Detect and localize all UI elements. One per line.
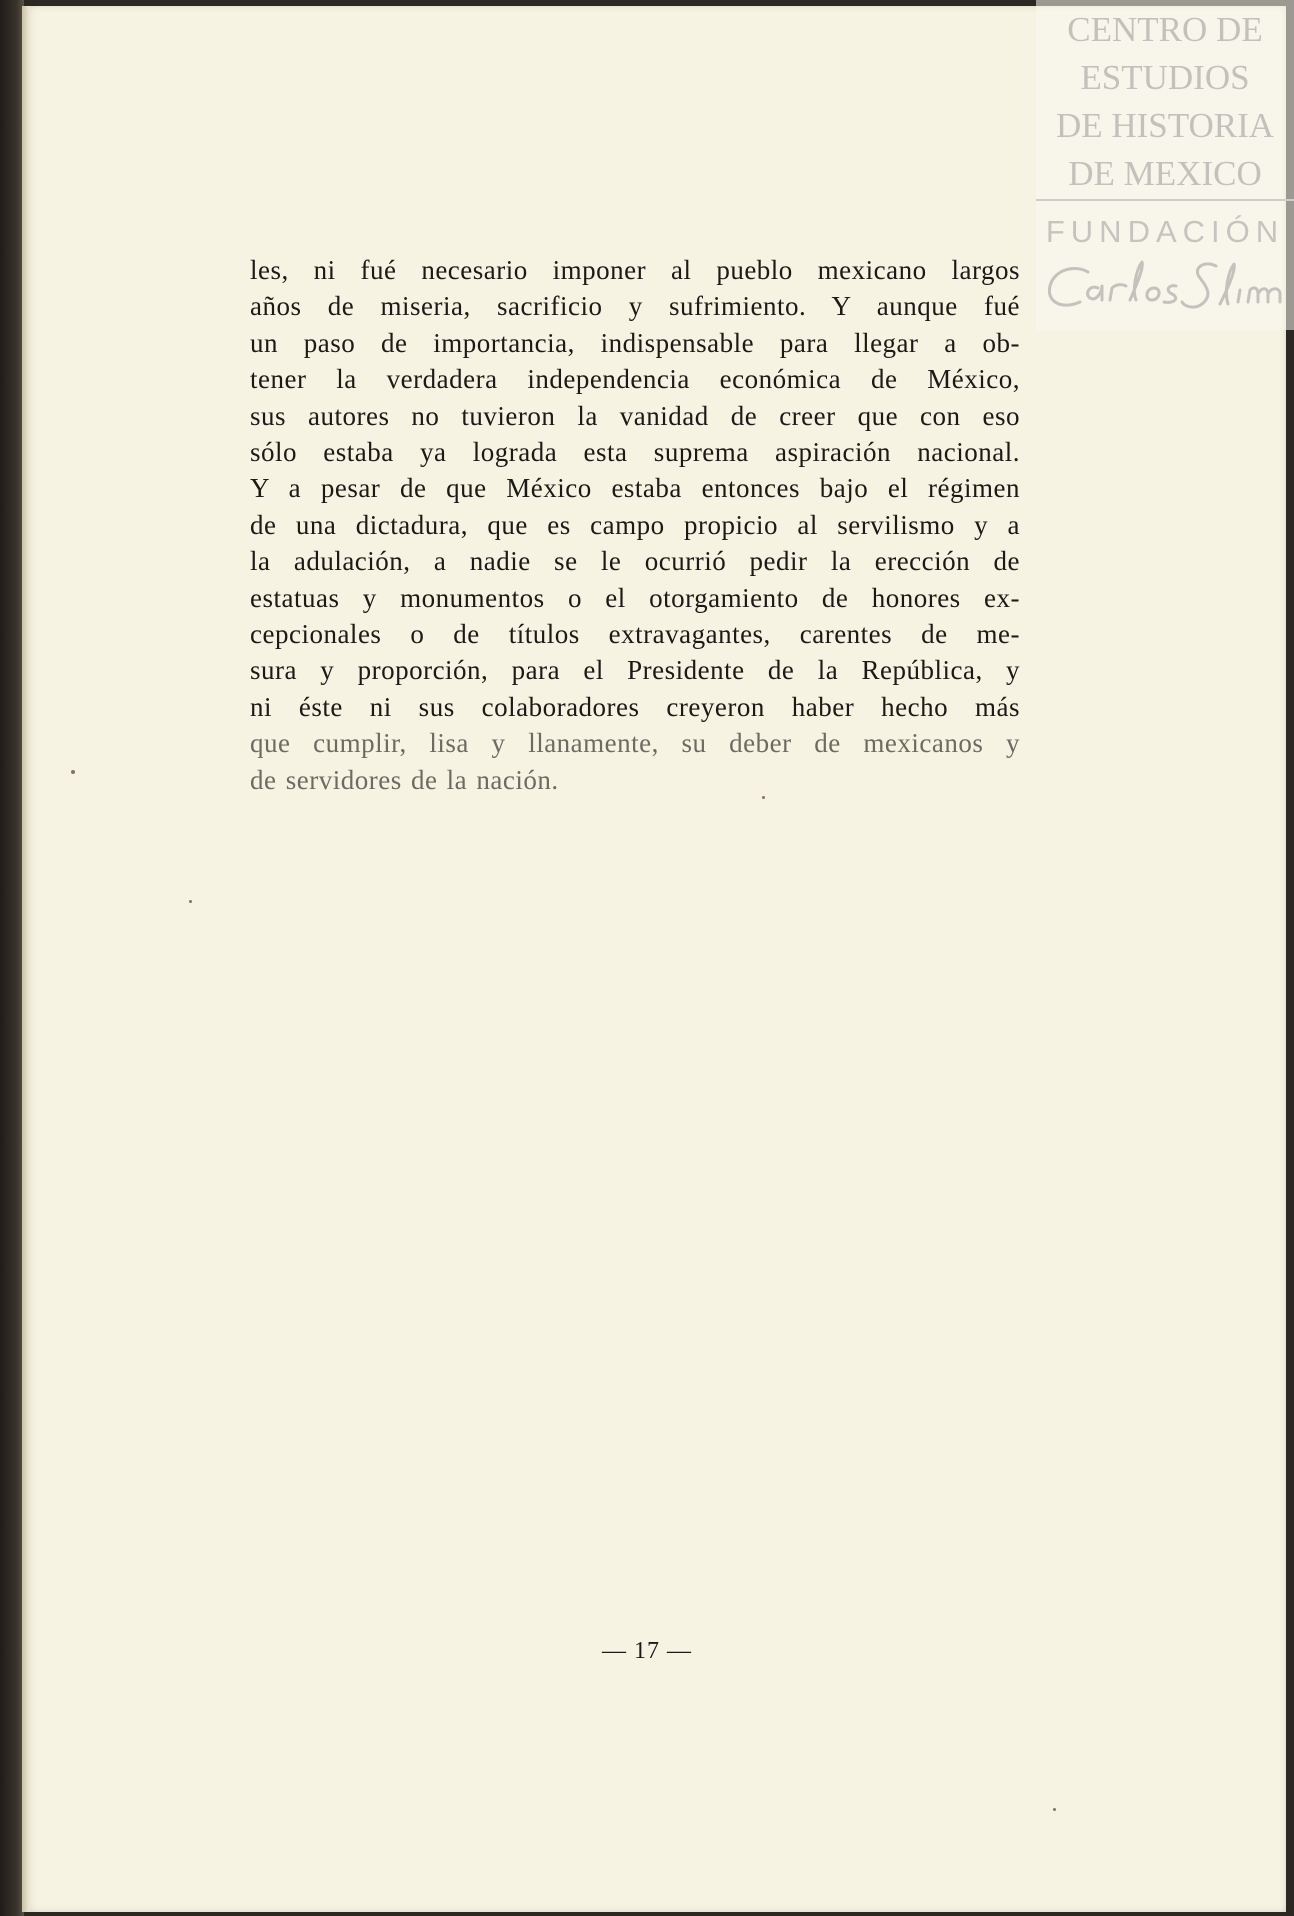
text-line: les, ni fué necesario imponer al pueblo mexicano largos: [250, 255, 1020, 285]
text-line: estatuas y monumentos o el otorgamiento de honores ex-: [250, 582, 1020, 613]
text-line: de una dictadura, que es campo propicio al servilismo y a: [250, 509, 1020, 540]
watermark-divider: [1036, 199, 1294, 201]
watermark-line: ESTUDIOS: [1080, 58, 1250, 97]
watermark-foundation: FUNDACIÓN: [1045, 214, 1285, 249]
text-line: sólo estaba ya lograda esta suprema aspiración nacional.: [250, 437, 1020, 468]
page-number: — 17 —: [602, 1638, 692, 1664]
signature-logo: [1036, 250, 1294, 330]
text-line: sura y proporción, para el Presidente de la República, y: [250, 655, 1020, 686]
archive-watermark: [1036, 0, 1294, 330]
text-line: tener la verdadera independencia económica de México,: [250, 364, 1020, 395]
text-line: ni éste ni sus colaboradores creyeron haber hecho más: [250, 691, 1020, 722]
watermark-line: DE HISTORIA: [1055, 106, 1275, 145]
paper-speck: [189, 900, 192, 903]
text-line: un paso de importancia, indispensable para llegar a ob-: [250, 327, 1020, 358]
text-line: Y a pesar de que México estaba entonces bajo el régimen: [250, 473, 1020, 504]
watermark-line: DE MEXICO: [1068, 154, 1262, 193]
paper-speck: [71, 770, 75, 774]
watermark-line: CENTRO DE: [1067, 10, 1263, 49]
text-line: que cumplir, lisa y llanamente, su deber de mexicanos y: [250, 728, 1020, 759]
paper-speck: [1053, 1808, 1056, 1811]
book-spine: [0, 0, 24, 1916]
paper-speck: [762, 796, 765, 799]
text-line: de servidores de la nación.: [250, 764, 559, 795]
text-line: sus autores no tuvieron la vanidad de creer que con eso: [250, 400, 1020, 431]
text-line: años de miseria, sacrificio y sufrimiento. Y aunque fué: [250, 291, 1020, 322]
text-line: la adulación, a nadie se le ocurrió pedir la erección de: [250, 546, 1020, 577]
body-paragraph: [250, 252, 1020, 798]
text-line: cepcionales o de títulos extravagantes, carentes de me-: [250, 619, 1020, 650]
page-edge: [22, 6, 30, 1912]
